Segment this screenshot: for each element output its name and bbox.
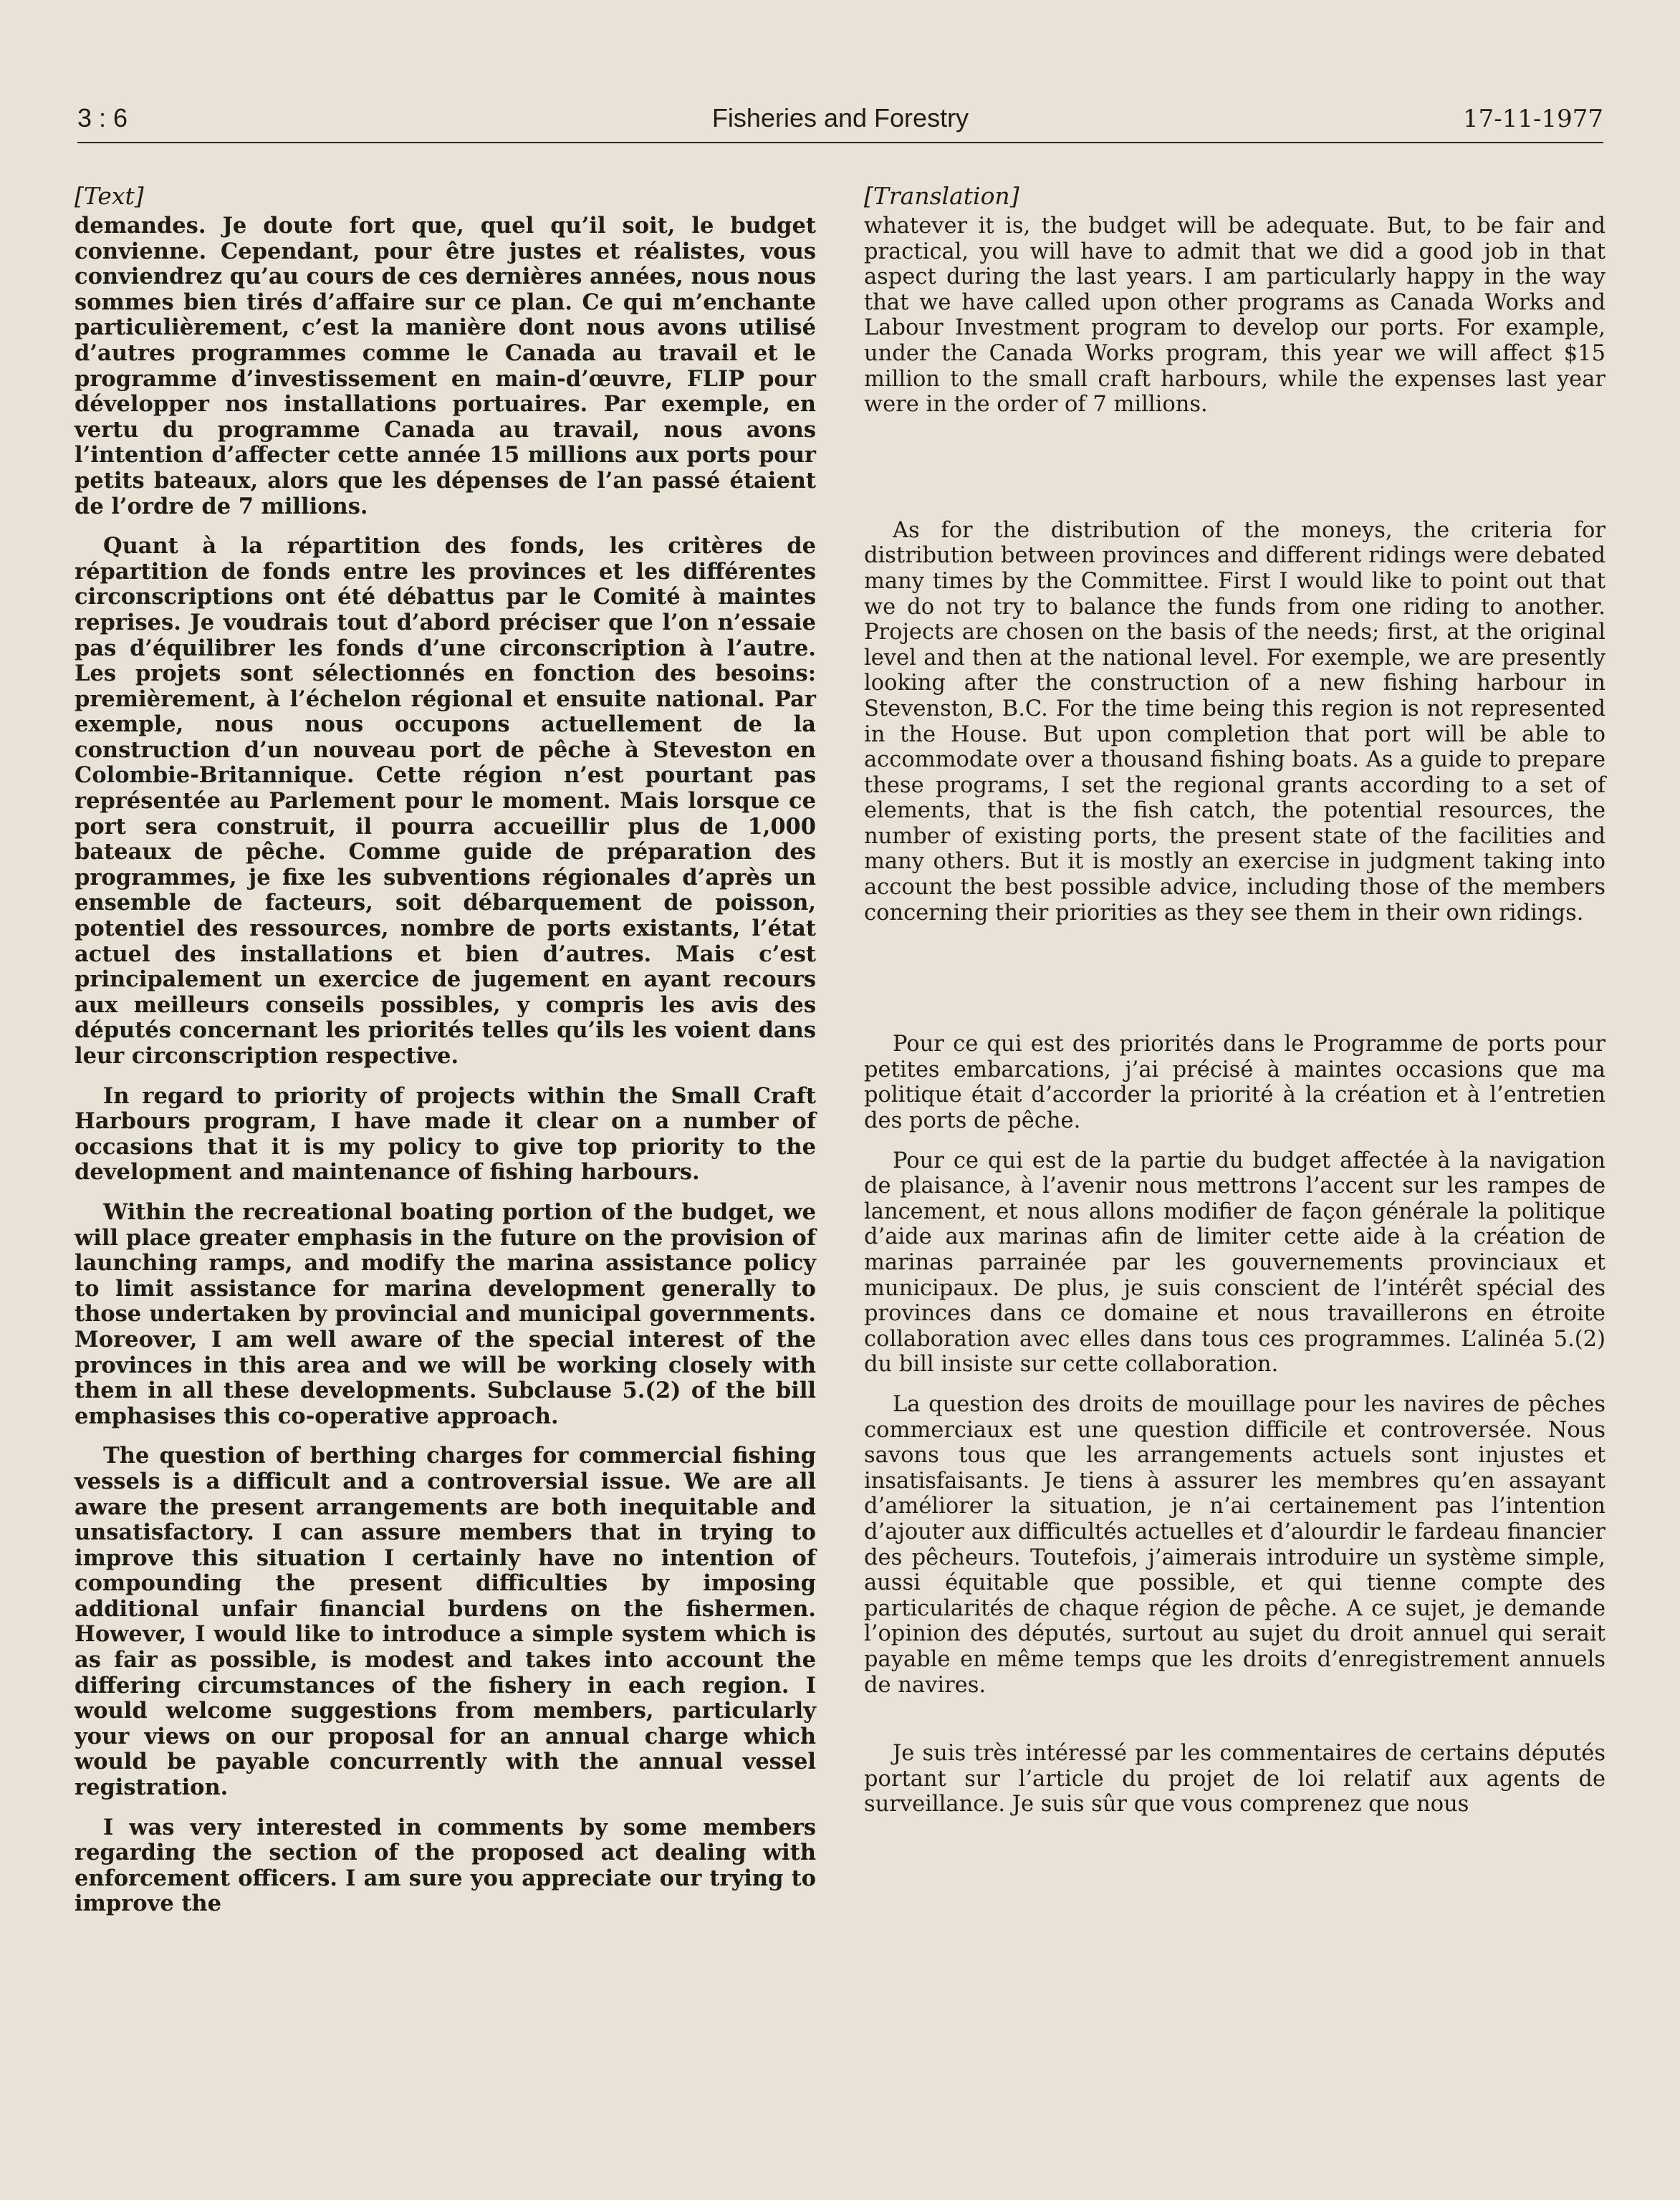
page-header — [77, 100, 1603, 143]
right-paragraph: Pour ce qui est des priorités dans le Programme de ports pour petites embarcations, j’ai précisé à maintes occasions que ma politique était d’accorder la priorité à la création et à l’entretien des ports de pêche. — [864, 1032, 1605, 1134]
text-tag: [Text] — [75, 182, 144, 210]
left-paragraph: Quant à la répartition des fonds, les critères de répartition de fonds entre les provinces et les différentes circonscriptions ont été débattus par le Comité à maintes reprises. Je voudrais tout d’abord préciser que l’on n’essaie pas d’équilibrer les fonds d’une circonscription à l’autre. Les projets sont sélectionnés en fonction des besoins: premièrement, à l’échelon régional et ensuite national. Par exemple, nous nous occupons actuellement de la construction d’un nouveau port de pêche à Steveston en Colombie-Britannique. Cette région n’est pourtant pas représentée au Parlement pour le moment. Mais lorsque ce port sera construit, il pourra accueillir plus de 1,000 bateaux de pêche. Comme guide de préparation des programmes, je fixe les subventions régionales d’après un ensemble de facteurs, soit débarquement de poisson, potentiel des ressources, nombre de ports existants, l’état actuel des installations et bien d’autres. Mais c’est principalement un exercice de jugement en ayant recours aux meilleurs conseils possibles, y compris les avis des députés concernant les priorités telles qu’ils les voient dans leur circonscription respective. — [75, 533, 816, 1069]
left-paragraph: The question of berthing charges for commercial fishing vessels is a difficult and a controversial issue. We are all aware the present arrangements are both inequitable and unsatisfactory. I can assure members that in trying to improve this situation I certainly have no intention of compounding the present difficulties by imposing additional unfair financial burdens on the fishermen. However, I would like to introduce a simple system which is as fair as possible, is modest and takes into account the differing circumstances of the fishery in each region. I would welcome suggestions from members, particularly your views on our proposal for an annual charge which would be payable concurrently with the annual vessel registration. — [75, 1443, 816, 1801]
left-paragraph: In regard to priority of projects within the Small Craft Harbours program, I have made it clear on a number of occasions that it is my policy to give top priority to the development and maintenance of fishing harbours. — [75, 1082, 816, 1186]
right-paragraph: La question des droits de mouillage pour les navires de pêches commerciaux est une question difficile et controversée. Nous savons tous que les arrangements actuels sont injustes et insatisfaisants. Je tiens à assurer les membres qu’en assayant d’améliorer la situation, je n’ai certainement pas l’intention d’ajouter aux difficultés actuelles et d’alourdir le fardeau financier des pêcheurs. Toutefois, j’aimerais introduire un système simple, aussi équitable que possible, et qui tienne compte des particularités de chaque région de pêche. A ce sujet, je demande l’opinion des députés, surtout au sujet du droit annuel qui serait payable en même temps que les droits d’enregistrement annuels de navires. — [864, 1391, 1605, 1698]
right-paragraph: Pour ce qui est de la partie du budget affectée à la navigation de plaisance, à l’avenir nous mettrons l’accent sur les rampes de lancement, et nous allons modifier de façon générale la politique d’aide aux marinas afin de limiter cette aide à la création de marinas parrainée par les gouvernements provinciaux et municipaux. De plus, je suis conscient de l’intérêt spécial des provinces dans ce domaine et nous travaillerons en étroite collaboration avec elles dans tous ces programmes. L’alinéa 5.(2) du bill insiste sur cette collaboration. — [864, 1148, 1605, 1378]
left-paragraph: I was very interested in comments by some members regarding the section of the proposed act dealing with enforcement officers. I am sure you appreciate our trying to improve the — [75, 1814, 816, 1917]
right-paragraph: As for the distribution of the moneys, the criteria for distribution between provinces and different ridings were debated many times by the Committee. First I would like to point out that we do not try to balance the funds from one riding to another. Projects are chosen on the basis of the needs; first, at the original level and then at the national level. For exemple, we are presently looking after the construction of a new fishing harbour in Stevenston, B.C. For the time being this region is not represented in the House. But upon completion that port will be able to accommodate over a thousand fishing boats. As a guide to prepare these programs, I set the regional grants according to a set of elements, that is the fish catch, the potential resources, the number of existing ports, the present state of the facilities and many others. But it is mostly an exercise in judgment taking into account the best possible advice, including those of the members concerning their priorities as they see them in their own ridings. — [864, 517, 1605, 926]
translation-tag: [Translation] — [864, 182, 1019, 210]
right-column — [864, 182, 1605, 1817]
header-date: 17-11-1977 — [1462, 105, 1603, 133]
left-paragraph: demandes. Je doute fort que, quel qu’il soit, le budget convienne. Cependant, pour être justes et réalistes, vous conviendrez qu’au cours de ces dernières années, nous nous sommes bien tirés d’affaire sur ce plan. Ce qui m’enchante particulièrement, c’est la manière dont nous avons utilisé d’autres programmes comme le Canada au travail et le programme d’investissement en main-d’œuvre, FLIP pour développer nos installations portuaires. Par exemple, en vertu du programme Canada au travail, nous avons l’intention d’affecter cette année 15 millions aux ports pour petits bateaux, alors que les dépenses de l’an passé étaient de l’ordre de 7 millions. — [75, 213, 816, 519]
running-title: Fisheries and Forestry — [711, 103, 969, 133]
right-paragraph: whatever it is, the budget will be adequate. But, to be fair and practical, you will have to admit that we did a good job in that aspect during the last years. I am particularly happy in the way that we have called upon other programs as Canada Works and Labour Investment program to develop our ports. For example, under the Canada Works program, this year we will affect $15 million to the small craft harbours, while the expenses last year were in the order of 7 millions. — [864, 213, 1605, 418]
page-number: 3 : 6 — [77, 103, 128, 133]
right-paragraph: Je suis très intéressé par les commentaires de certains députés portant sur l’article du projet de loi relatif aux agents de surveillance. Je suis sûr que vous comprenez que nous — [864, 1741, 1605, 1817]
left-column — [75, 182, 816, 1917]
left-paragraph: Within the recreational boating portion of the budget, we will place greater emphasis in the future on the provision of launching ramps, and modify the marina assistance policy to limit assistance for marina development generally to those undertaken by provincial and municipal governments. Moreover, I am well aware of the special interest of the provinces in this area and we will be working closely with them in all these developments. Subclause 5.(2) of the bill emphasises this co-operative approach. — [75, 1199, 816, 1429]
